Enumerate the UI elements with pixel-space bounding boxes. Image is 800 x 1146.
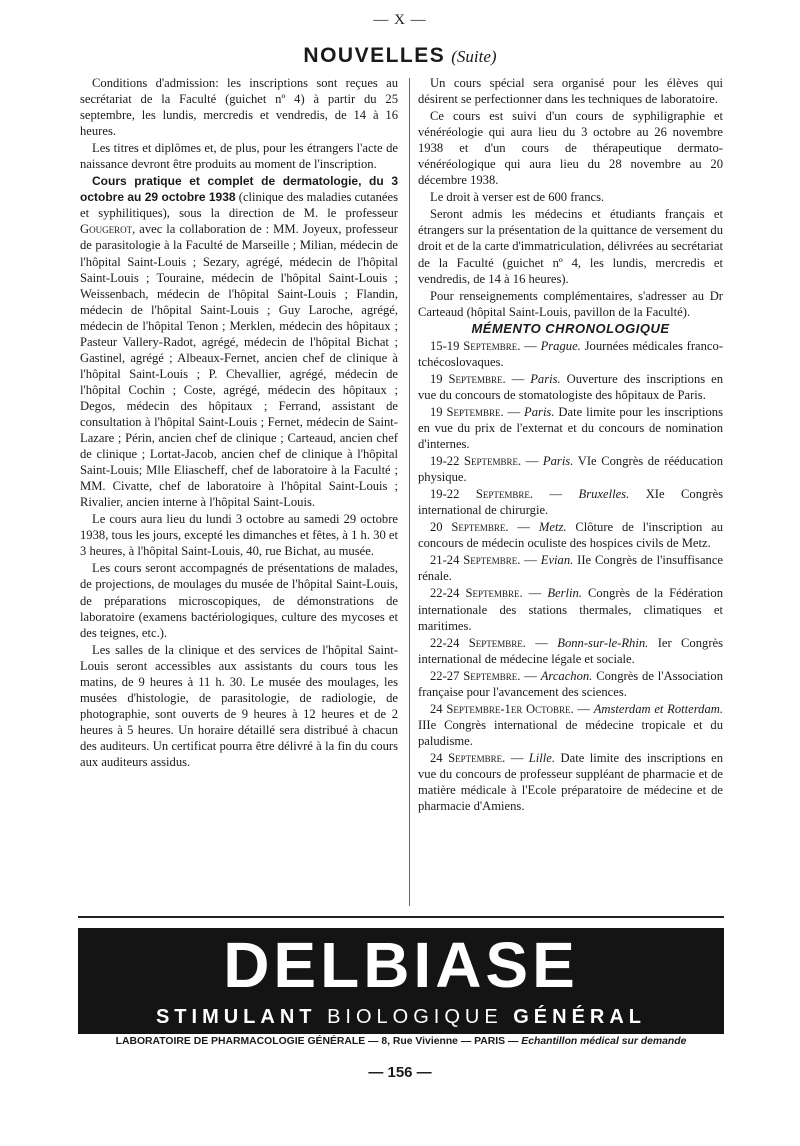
entry-text: Clôture de l'inscription au concours de médecin oculiste des hospices civils de Metz. <box>418 520 724 551</box>
entry-text: IIIe Congrès international de médecine tropicale et du paludisme. <box>418 717 723 748</box>
entry-date: 22-24 Septembre. <box>430 586 523 601</box>
roman-page-marker: — X — <box>373 12 427 28</box>
entry-date: 19-22 Septembre. <box>430 487 533 502</box>
memento-entry: 24 Septembre-1er Octobre. — Amsterdam et Rotterdam. IIIe Congrès international de médecine tropicale et du paludisme. <box>418 701 723 748</box>
laboratory-address: LABORATOIRE DE PHARMACOLOGIE GÉNÉRALE — 8, Rue Vivienne — PARIS — <box>115 1036 522 1047</box>
entry-text: Congrès de l'Association française pour l'avancement des sciences. <box>418 668 723 699</box>
entry-place: Paris. <box>530 371 561 386</box>
course-text-a: (clinique des maladies cutanées et syphilitiques), sous la direction de M. le professeur <box>80 190 398 221</box>
course-text-b: , avec la collaboration de : MM. Joyeux, professeur de parasitologie à la Faculté de Marseille ; Milian, médecin de l'hôpital Saint-Louis ; Sezary, agrégé, médecin de l'hôpital Saint-Louis ; Touraine, médecin de l'hôpital Saint-Louis ; Weissenbach, médecin de l'hôpital Saint-Louis ; Flandin, médecin de l'hôpital Saint-Louis ; Guy Laroche, agrégé, médecin de l'hôpital Tenon ; Merklen, médecin des hôpitaux ; Pasteur Vallery-Radot, agrégé, médecin de l'hôpital Bichat ; Gastinel, agrégé ; Albeaux-Fernet, ancien chef de clinique à l'hôpital Saint-Louis ; P. Chevallier, agrégé, médecin de l'hôpital Cochin ; Coste, agrégé, médecin des hôpitaux ; Degos, médecin des hôpitaux ; Ferrand, assistant de consultation à l'hôpital Saint-Louis ; Fernet, médecin de Saint-Lazare ; Périn, ancien chef de clinique ; Carteaud, ancien chef de clinique ; Lortat-Jacob, ancien chef de clinique à l'hôpital Saint-Louis; Mlle Eliascheff, chef de laboratoire à la Faculté ; MM. Civatte, chef de laboratoire à l'hôpital Saint-Louis ; Rivalier, ancien interne à l'hôpital Saint-Louis. <box>80 222 398 510</box>
memento-title: MÉMENTO CHRONOLOGIQUE <box>471 320 670 336</box>
entry-date: 20 Septembre. <box>430 520 509 535</box>
section-heading <box>0 44 800 68</box>
bottom-rule <box>78 916 724 918</box>
laboratory-line <box>78 1036 724 1047</box>
section-suite: (Suite) <box>451 47 497 66</box>
admission-conditions-paragraph: Seront admis les médecins et étudiants français et étrangers sur la présentation de la quittance de versement du droit et de la carte d'immatriculation, délivrées au secrétariat de la Faculté (guichet nº 4, les lundis, mercredis et vendredis, de 14 à 16 heures). <box>418 207 723 286</box>
memento-entry: 22-24 Septembre. — Berlin. Congrès de la Fédération internationale des stations thermales, climatiques et maritimes. <box>418 586 724 633</box>
memento-entry: 22-24 Septembre. — Bonn-sur-le-Rhin. Ier Congrès international de médecine légale et sociale. <box>418 635 724 666</box>
memento-entry: 19 Septembre. — Paris. Date limite pour les inscriptions en vue du prix de l'externat et du concours de nomination d'internes. <box>418 404 723 452</box>
advertisement-banner <box>78 928 724 1034</box>
course-paragraph <box>80 173 398 510</box>
memento-entry: 19-22 Septembre. — Bruxelles. XIe Congrès international de chirurgie. <box>418 487 724 518</box>
presentations-paragraph: Les cours seront accompagnés de présentations de malades, de projections, de moulages du musée de l'hôpital Saint-Louis, de préparations microscopiques, de démonstrations de laboratoire (examens bactériologiques, culture des mycoses et des teignes, etc.). <box>80 561 398 640</box>
ad-brand: DELBIASE <box>223 929 579 1001</box>
ad-tag-general: GÉNÉRAL <box>513 1006 647 1028</box>
entry-text: Ouverture des inscriptions en vue du concours de stomatologiste des hôpitaux de Paris. <box>418 371 724 402</box>
entry-date: 21-24 Septembre. <box>430 553 521 568</box>
professor-name: Gougerot <box>80 222 133 237</box>
memento-entry: 20 Septembre. — Metz. Clôture de l'inscription au concours de médecin oculiste des hospices civils de Metz. <box>418 520 724 551</box>
entry-date: 15-19 Septembre. <box>430 338 521 353</box>
entry-place: Bruxelles. <box>578 487 630 502</box>
memento-entry: 24 Septembre. — Lille. Date limite des inscriptions en vue du concours de professeur suppléant de pharmacie et de matière médicale à l'Ecole préparatoire de médecine et de pharmacie d'Amiens. <box>418 750 724 814</box>
column-divider <box>409 78 410 906</box>
entry-place: Amsterdam et Rotterdam. <box>593 701 723 716</box>
schedule-paragraph: Le cours aura lieu du lundi 3 octobre au samedi 29 octobre 1938, tous les jours, excepté les dimanches et fêtes, à 1 h. 30 et 3 heures, à l'hôpital Saint-Louis, 40, rue Bichat, au musée. <box>80 512 398 559</box>
page-number: — 156 — <box>368 1064 432 1081</box>
entry-date: 19 Septembre. <box>430 404 504 419</box>
section-title: NOUVELLES <box>303 44 446 67</box>
entry-date: 24 Septembre-1er Octobre. <box>430 701 574 716</box>
left-column <box>80 75 398 771</box>
memento-entry: 15-19 Septembre. — Prague. Journées médicales franco-tchécoslovaques. <box>418 338 724 369</box>
entry-place: Metz. <box>538 520 567 535</box>
sample-note: Echantillon médical sur demande <box>521 1036 687 1047</box>
entry-place: Evian. <box>540 553 574 568</box>
entry-text: Date limite pour les inscriptions en vue du prix de l'externat et du concours de nomination d'internes. <box>418 404 723 452</box>
ad-tag-stimulant: STIMULANT <box>155 1006 317 1028</box>
documents-paragraph: Les titres et diplômes et, de plus, pour les étrangers l'acte de naissance devront être produits au moment de l'inscription. <box>80 141 398 172</box>
entry-text: XIe Congrès international de chirurgie. <box>418 487 724 518</box>
entry-place: Berlin. <box>547 586 582 601</box>
entry-date: 22-27 Septembre. <box>430 668 521 683</box>
memento-list <box>418 338 723 814</box>
memento-entry: 21-24 Septembre. — Evian. IIe Congrès de l'insuffisance rénale. <box>418 553 724 584</box>
entry-date: 24 Septembre. <box>430 750 506 765</box>
entry-date: 22-24 Septembre. <box>430 635 526 650</box>
entry-place: Arcachon. <box>540 668 593 683</box>
admission-paragraph: Conditions d'admission: les inscriptions sont reçues au secrétariat de la Faculté (guichet nº 4) à partir du 25 septembre, les lundis, mercredis et vendredis, de 14 à 16 heures. <box>80 76 398 139</box>
memento-entry: 22-27 Septembre. — Arcachon. Congrès de l'Association française pour l'avancement des sciences. <box>418 668 723 699</box>
entry-text: VIe Congrès de rééducation physique. <box>418 454 724 485</box>
entry-place: Paris. <box>542 454 574 469</box>
entry-place: Paris. <box>524 404 555 419</box>
fee-paragraph: Le droit à verser est de 600 francs. <box>430 190 605 205</box>
memento-entry: 19 Septembre. — Paris. Ouverture des inscriptions en vue du concours de stomatologiste des hôpitaux de Paris. <box>418 371 724 402</box>
access-paragraph: Les salles de la clinique et des services de l'hôpital Saint-Louis seront accessibles aux assistants du cours tous les matins, de 9 heures à 11 h. 30. Le musée des moulages, les musées d'histologie, de parasitologie, de radiologie, de photographie, sont ouverts de 9 heures à 12 heures et de 2 heures à 5 heures. Un horaire détaillé sera distribué à chacun des auditeurs. Un certificat pourra être délivré à la fin du cours aux auditeurs assidus. <box>80 642 398 769</box>
entry-date: 19-22 Septembre. <box>430 454 522 469</box>
entry-text: Ier Congrès international de médecine légale et sociale. <box>418 635 724 666</box>
entry-text: Congrès de la Fédération internationale des stations thermales, climatiques et maritimes. <box>418 586 724 633</box>
entry-place: Bonn-sur-le-Rhin. <box>557 635 649 650</box>
ad-tag-biologique: BIOLOGIQUE <box>327 1006 503 1028</box>
entry-text: IIe Congrès de l'insuffisance rénale. <box>418 553 724 584</box>
right-column <box>418 75 723 815</box>
memento-entry: 19-22 Septembre. — Paris. VIe Congrès de rééducation physique. <box>418 454 724 485</box>
entry-place: Prague. <box>540 338 581 353</box>
entry-text: Date limite des inscriptions en vue du concours de professeur suppléant de pharmacie et de matière médicale à l'Ecole préparatoire de médecine et de pharmacie d'Amiens. <box>418 750 724 814</box>
ad-tagline <box>78 1005 724 1029</box>
entry-date: 19 Septembre. <box>430 371 506 386</box>
entry-text: Journées médicales franco-tchécoslovaques. <box>418 338 724 369</box>
course-title: Cours pratique et complet de dermatologie, du 3 octobre au 29 octobre 1938 <box>80 174 398 205</box>
syphiligraphy-paragraph: Ce cours est suivi d'un cours de syphiligraphie et vénéréologie qui aura lieu du 3 octobre au 26 novembre 1938 et d'un cours de thérapeutique dermato-vénéréologique qui aura lieu du 28 novembre au 20 décembre 1938. <box>418 109 723 188</box>
entry-place: Lille. <box>528 750 556 765</box>
lab-course-paragraph: Un cours spécial sera organisé pour les élèves qui désirent se perfectionner dans les techniques de laboratoire. <box>418 76 723 107</box>
contact-paragraph: Pour renseignements complémentaires, s'adresser au Dr Carteaud (hôpital Saint-Louis, pavillon de la Faculté). <box>418 288 723 319</box>
